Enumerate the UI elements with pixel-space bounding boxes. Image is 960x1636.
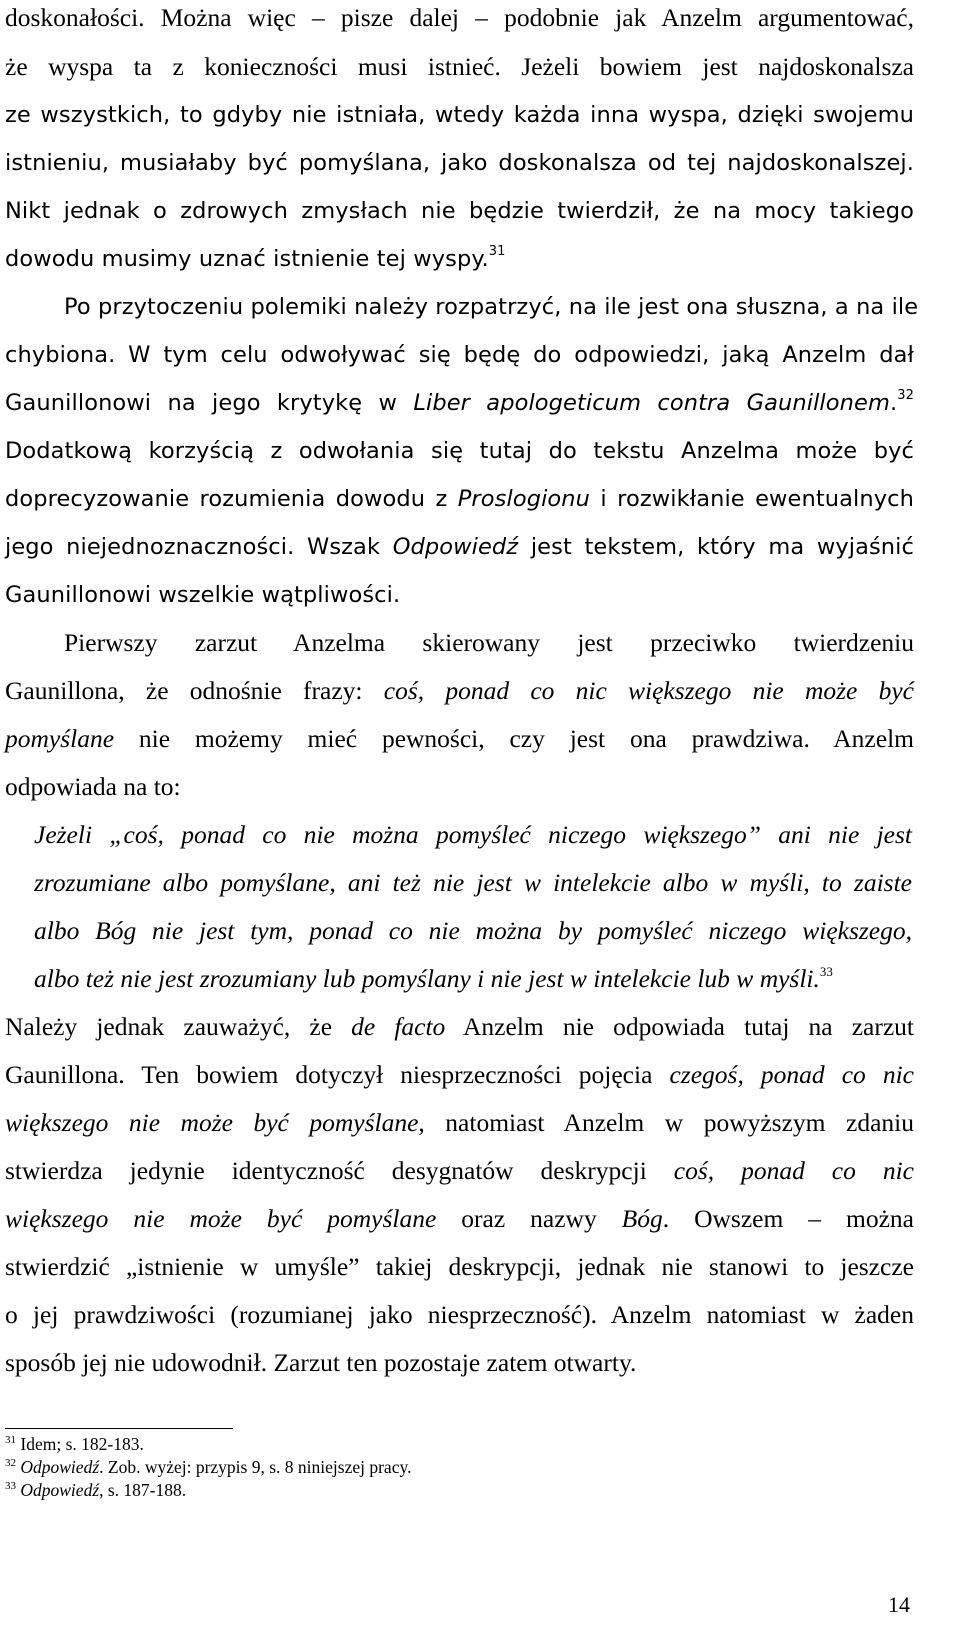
paragraph-first-line: Po przytoczeniu polemiki należy rozpatrzyć, na ile jest ona słuszna, a na ile	[64, 294, 919, 320]
footnote-separator	[5, 1428, 233, 1429]
quotation-line: albo Bóg nie jest tym, ponad co nie można by pomyśleć niczego większego,	[34, 916, 912, 945]
body-line: jego niejednoznaczności. Wszak Odpowiedź jest tekstem, który ma wyjaśnić	[5, 534, 914, 560]
footnote-ref-33: 33	[819, 964, 833, 979]
body-line: stwierdza jedynie identyczność desygnatów deskrypcji coś, ponad co nic	[5, 1156, 914, 1185]
body-line: doprecyzowanie rozumienia dowodu z Proslogionu i rozwikłanie ewentualnych	[5, 486, 914, 512]
body-line: Gaunillonowi wszelkie wątpliwości.	[5, 582, 401, 608]
footnote-31: $^{31}$ Idem; s. 182-183.	[5, 1434, 144, 1454]
body-line: dowodu musimy uznać istnienie tej wyspy.$^{31}$	[5, 244, 506, 272]
body-line: Gaunillona. Ten bowiem dotyczył niesprzeczności pojęcia czegoś, ponad co nic	[5, 1060, 914, 1089]
body-line: większego nie może być pomyślane oraz nazwy Bóg. Owszem – można	[5, 1204, 914, 1233]
footnote-32: $^{32}$ Odpowiedź. Zob. wyżej: przypis 9, s. 8 niniejszej pracy.	[5, 1457, 412, 1477]
body-line: o jej prawdziwości (rozumianej jako niesprzeczność). Anzelm natomiast w żaden	[5, 1300, 914, 1329]
paragraph-first-line: Pierwszy zarzut Anzelma skierowany jest przeciwko twierdzeniu	[64, 628, 914, 657]
body-line: Dodatkową korzyścią z odwołania się tutaj do tekstu Anzelma może być	[5, 438, 914, 464]
footnote-ref-31: 31	[488, 244, 506, 259]
quotation-line: zrozumiane albo pomyślane, ani też nie jest w intelekcie albo w myśli, to zaiste	[34, 868, 912, 897]
body-line: doskonałości. Można więc – pisze dalej – podobnie jak Anzelm argumentować,	[5, 3, 914, 32]
body-line: Gaunillonowi na jego krytykę w Liber apologeticum contra Gaunillonem.$^{32}$	[5, 388, 914, 416]
body-line: chybiona. W tym celu odwoływać się będę do odpowiedzi, jaką Anzelm dał	[5, 342, 914, 368]
body-line: sposób jej nie udowodnił. Zarzut ten pozostaje zatem otwarty.	[5, 1348, 637, 1377]
quotation-line: albo też nie jest zrozumiany lub pomyślany i nie jest w intelekcie lub w myśli.$^{33}$	[34, 964, 833, 993]
body-line: Gaunillona, że odnośnie frazy: coś, ponad co nic większego nie może być	[5, 676, 914, 705]
body-line: większego nie może być pomyślane, natomiast Anzelm w powyższym zdaniu	[5, 1108, 914, 1137]
body-line: że wyspa ta z konieczności musi istnieć. Jeżeli bowiem jest najdoskonalsza	[5, 52, 914, 81]
body-line: Nikt jednak o zdrowych zmysłach nie będzie twierdził, że na mocy takiego	[5, 198, 914, 224]
body-line: ze wszystkich, to gdyby nie istniała, wtedy każda inna wyspa, dzięki swojemu	[5, 102, 914, 128]
footnote-ref-32: 32	[897, 388, 914, 403]
body-line: Należy jednak zauważyć, że de facto Anzelm nie odpowiada tutaj na zarzut	[5, 1012, 914, 1041]
body-line: istnieniu, musiałaby być pomyślana, jako doskonalsza od tej najdoskonalszej.	[5, 150, 914, 176]
body-line: pomyślane nie możemy mieć pewności, czy jest ona prawdziwa. Anzelm	[5, 724, 914, 753]
body-line: stwierdzić „istnienie w umyśle” takiej deskrypcji, jednak nie stanowi to jeszcze	[5, 1252, 914, 1281]
quotation-line: Jeżeli „coś, ponad co nie można pomyśleć niczego większego” ani nie jest	[34, 820, 912, 849]
body-line: odpowiada na to:	[5, 772, 181, 801]
footnote-33: $^{33}$ Odpowiedź, s. 187-188.	[5, 1480, 187, 1500]
page-number: 14	[888, 1592, 910, 1617]
